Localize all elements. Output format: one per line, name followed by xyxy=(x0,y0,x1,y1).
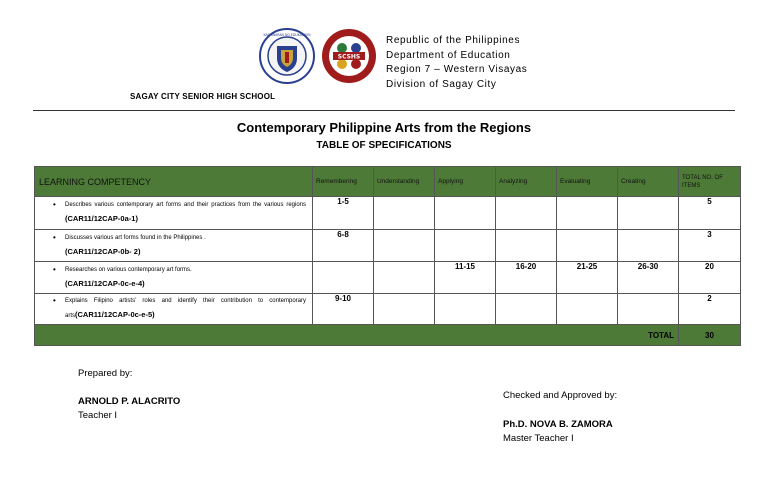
total-label: TOTAL xyxy=(35,325,679,346)
table-row xyxy=(35,294,741,325)
document-subtitle: TABLE OF SPECIFICATIONS xyxy=(316,140,452,151)
cell-creating: 26-30 xyxy=(618,262,679,294)
agency-line: Republic of the Philippines xyxy=(386,35,521,46)
cell-understanding xyxy=(374,262,435,294)
cell-remembering: 6-8 xyxy=(313,230,374,262)
cell-evaluating xyxy=(557,294,618,325)
table-total-row xyxy=(35,325,741,346)
preparer-name xyxy=(78,395,180,408)
approver-name-text: Ph.D. NOVA B. ZAMORA xyxy=(503,419,613,430)
column-header: LEARNING COMPETENCY xyxy=(35,167,313,197)
cell-total: 5 xyxy=(679,197,741,230)
table-row xyxy=(35,197,741,230)
competency-code: (CAR11/12CAP-0c-e-5) xyxy=(75,310,155,319)
cell-remembering: 1-5 xyxy=(313,197,374,230)
cell-total: 3 xyxy=(679,230,741,262)
cell-evaluating xyxy=(557,197,618,230)
table-row xyxy=(35,230,741,262)
cell-understanding xyxy=(374,230,435,262)
seal-text: SCSHS xyxy=(337,53,361,61)
preparer-role: Teacher I xyxy=(78,410,118,421)
cell-remembering xyxy=(313,262,374,294)
bullet-icon: • xyxy=(53,200,56,209)
column-header: Creating xyxy=(618,167,679,197)
preparer-name-text: ARNOLD P. ALACRITO xyxy=(78,396,181,407)
competency-text: Researches on various contemporary art forms. xyxy=(65,266,192,273)
cell-analyzing xyxy=(496,294,557,325)
total-value: 30 xyxy=(679,325,741,346)
table-header-row xyxy=(35,167,741,197)
school-name: SAGAY CITY SENIOR HIGH SCHOOL xyxy=(130,92,276,101)
column-header: Remembering xyxy=(313,167,374,197)
scshs-seal-logo xyxy=(321,28,377,84)
prepared-by-label: Prepared by: xyxy=(78,368,133,379)
table-row xyxy=(35,262,741,294)
competency-code: (CAR11/12CAP-0b- 2) xyxy=(65,246,141,256)
document-title: Contemporary Philippine Arts from the Regions xyxy=(236,120,532,135)
cell-remembering: 9-10 xyxy=(313,294,374,325)
header-divider xyxy=(33,110,735,111)
competency-text: Describes various contemporary art forms and their practices from the various regions xyxy=(65,202,306,208)
approver-name xyxy=(503,418,613,431)
competency-code: (CAR11/12CAP-0a-1) xyxy=(65,214,138,223)
approved-by-label: Checked and Approved by: xyxy=(503,390,618,401)
cell-applying xyxy=(435,230,496,262)
cell-analyzing xyxy=(496,230,557,262)
agency-header xyxy=(386,34,527,92)
agency-line: Division of Sagay City xyxy=(386,78,497,90)
cell-understanding xyxy=(374,197,435,230)
cell-creating xyxy=(618,197,679,230)
cell-total: 20 xyxy=(679,262,741,294)
column-header: TOTAL NO. OF ITEMS xyxy=(679,167,741,197)
bullet-icon: • xyxy=(53,264,56,274)
cell-total: 2 xyxy=(679,294,741,325)
cell-creating xyxy=(618,230,679,262)
competency-code: (CAR11/12CAP-0c-e-4) xyxy=(65,278,145,288)
competency-cell xyxy=(35,294,313,325)
agency-line: Department of Education xyxy=(386,49,511,61)
column-header: Applying xyxy=(435,167,496,197)
cell-evaluating xyxy=(557,230,618,262)
cell-applying: 11-15 xyxy=(435,262,496,294)
column-header: Analyzing xyxy=(496,167,557,197)
cell-analyzing: 16-20 xyxy=(496,262,557,294)
table-of-specifications xyxy=(34,166,741,346)
seal-text: KAGAWARAN NG EDUKASYON xyxy=(263,33,311,37)
competency-cell xyxy=(35,197,313,230)
approver-role: Master Teacher I xyxy=(503,433,574,444)
competency-cell xyxy=(35,230,313,262)
competency-text: Discusses various art forms found in the Philippines . xyxy=(65,234,206,241)
competency-text: Explains Filipino artists’ roles and identify their contribution to contemporary arts xyxy=(65,298,306,319)
column-header: Evaluating xyxy=(557,167,618,197)
cell-creating xyxy=(618,294,679,325)
bullet-icon: • xyxy=(53,232,56,242)
cell-evaluating: 21-25 xyxy=(557,262,618,294)
cell-applying xyxy=(435,294,496,325)
agency-line: Region 7 – Western Visayas xyxy=(386,64,528,75)
bullet-icon: • xyxy=(53,296,56,305)
competency-cell xyxy=(35,262,313,294)
cell-analyzing xyxy=(496,197,557,230)
cell-applying xyxy=(435,197,496,230)
deped-seal-logo xyxy=(259,28,315,84)
cell-understanding xyxy=(374,294,435,325)
column-header: Understanding xyxy=(374,167,435,197)
